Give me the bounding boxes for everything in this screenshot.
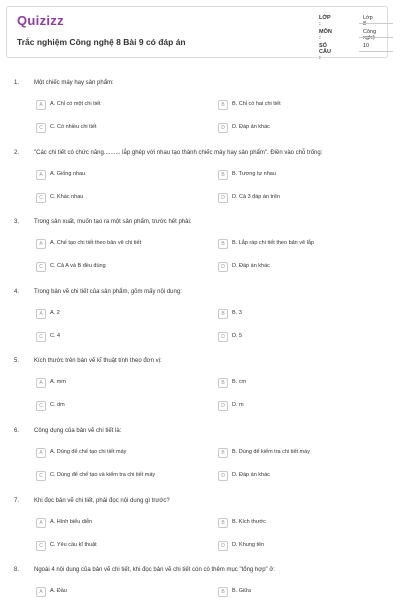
option-letter-box: A <box>36 378 46 388</box>
class-label: LỚP : <box>319 15 331 27</box>
question-text: Công dụng của bản vẽ chi tiết là: <box>34 428 122 434</box>
class-value: Lớp 8 <box>363 15 373 27</box>
option-text: B. cm <box>232 379 247 385</box>
option-letter-box: C <box>36 541 46 551</box>
option-letter-box: B <box>218 587 228 597</box>
option-text: A. Chỉ có một chi tiết <box>50 101 101 107</box>
option-letter-box: D <box>218 193 228 203</box>
option-letter-box: B <box>218 170 228 180</box>
question-number: 5. <box>14 358 20 364</box>
divider <box>359 51 393 52</box>
option-text: D. Khung tên <box>232 542 265 548</box>
option-text: B. Lắp ráp chi tiết theo bản vẽ lắp <box>232 240 314 246</box>
option-text: B. Tương tự nhau <box>232 171 276 177</box>
option-letter-box: C <box>36 193 46 203</box>
worksheet-title: Trắc nghiệm Công nghệ 8 Bài 9 có đáp án <box>17 37 186 47</box>
option-text: A. Đầu <box>50 588 67 594</box>
count-value: 10 <box>363 43 370 49</box>
option-letter-box: B <box>218 309 228 319</box>
option-text: A. Hình biểu diễn <box>50 519 93 525</box>
option-text: B. Giữa <box>232 588 251 594</box>
option-text: D. Đáp án khác <box>232 263 270 269</box>
question-number: 8. <box>14 567 20 573</box>
option-letter-box: A <box>36 448 46 458</box>
option-letter-box: D <box>218 123 228 133</box>
option-text: A. 2 <box>50 310 60 316</box>
option-text: D. Cả 3 đáp án trên <box>232 194 281 200</box>
option-text: C. dm <box>50 402 65 408</box>
option-text: C. Cả A và B đều đúng <box>50 263 106 269</box>
option-text: A. Dùng để chế tạo chi tiết máy <box>50 449 127 455</box>
option-text: C. Dùng để chế tạo và kiểm tra chi tiết máy <box>50 472 156 478</box>
option-text: B. Chỉ có hai chi tiết <box>232 101 281 107</box>
option-letter-box: B <box>218 100 228 110</box>
option-text: D. Đáp án khác <box>232 124 270 130</box>
question-text: Kích thước trên bản vẽ kĩ thuật tính theo đơn vị: <box>34 358 162 364</box>
option-letter-box: A <box>36 587 46 597</box>
worksheet-header <box>6 6 388 61</box>
option-text: D. 5 <box>232 333 243 339</box>
question-number: 6. <box>14 428 20 434</box>
question-text: Trong sản xuất, muốn tạo ra một sản phẩm, trước hết phải: <box>34 219 192 225</box>
option-text: C. Khác nhau <box>50 194 84 200</box>
option-letter-box: B <box>218 448 228 458</box>
option-text: B. Dùng để kiểm tra chi tiết máy <box>232 449 310 455</box>
option-letter-box: C <box>36 262 46 272</box>
option-letter-box: A <box>36 309 46 319</box>
count-label: SỐ CÂU : <box>319 43 331 61</box>
option-text: A. Chế tạo chi tiết theo bản vẽ chi tiết <box>50 240 142 246</box>
question-text: Khi đọc bản vẽ chi tiết, phải đọc nội dung gì trước? <box>34 498 170 504</box>
option-text: D. m <box>232 402 244 408</box>
option-letter-box: D <box>218 332 228 342</box>
option-text: A. Giống nhau <box>50 171 86 177</box>
question-number: 4. <box>14 289 20 295</box>
question-text: Một chiếc máy hay sản phẩm: <box>34 80 114 86</box>
option-letter-box: B <box>218 239 228 249</box>
question-number: 3. <box>14 219 20 225</box>
option-letter-box: A <box>36 239 46 249</box>
question-text: "Các chi tiết có chức năng.......... lắp ghép với nhau tạo thành chiếc máy hay sản phẩm". Điền vào chỗ trống: <box>34 150 323 156</box>
divider <box>359 37 393 38</box>
subject-label: MÔN : <box>319 29 332 41</box>
option-letter-box: C <box>36 123 46 133</box>
divider <box>359 23 393 24</box>
option-letter-box: D <box>218 401 228 411</box>
question-number: 2. <box>14 150 20 156</box>
option-text: C. Yêu cầu kĩ thuật <box>50 542 97 548</box>
option-letter-box: C <box>36 471 46 481</box>
option-text: C. 4 <box>50 333 61 339</box>
option-text: A. mm <box>50 379 66 385</box>
option-letter-box: D <box>218 541 228 551</box>
option-text: C. Có nhiều chi tiết <box>50 124 97 130</box>
option-text: B. Kích thước <box>232 519 266 525</box>
question-text: Trong bản vẽ chi tiết của sản phẩm, gồm mấy nội dung: <box>34 289 182 295</box>
option-letter-box: D <box>218 471 228 481</box>
subject-value: Công nghệ <box>363 29 377 41</box>
option-letter-box: D <box>218 262 228 272</box>
option-letter-box: B <box>218 518 228 528</box>
quizizz-logo: Quizizz <box>17 13 64 28</box>
option-letter-box: C <box>36 332 46 342</box>
option-letter-box: A <box>36 170 46 180</box>
question-number: 1. <box>14 80 20 86</box>
option-letter-box: A <box>36 518 46 528</box>
option-text: B. 3 <box>232 310 242 316</box>
option-letter-box: C <box>36 401 46 411</box>
question-text: Ngoài 4 nội dung của bản vẽ chi tiết, khi đọc bản vẽ chi tiết còn có thêm mục "tổng hợp" ở: <box>34 567 275 573</box>
option-text: D. Đáp án khác <box>232 472 270 478</box>
option-letter-box: B <box>218 378 228 388</box>
option-letter-box: A <box>36 100 46 110</box>
question-number: 7. <box>14 498 20 504</box>
